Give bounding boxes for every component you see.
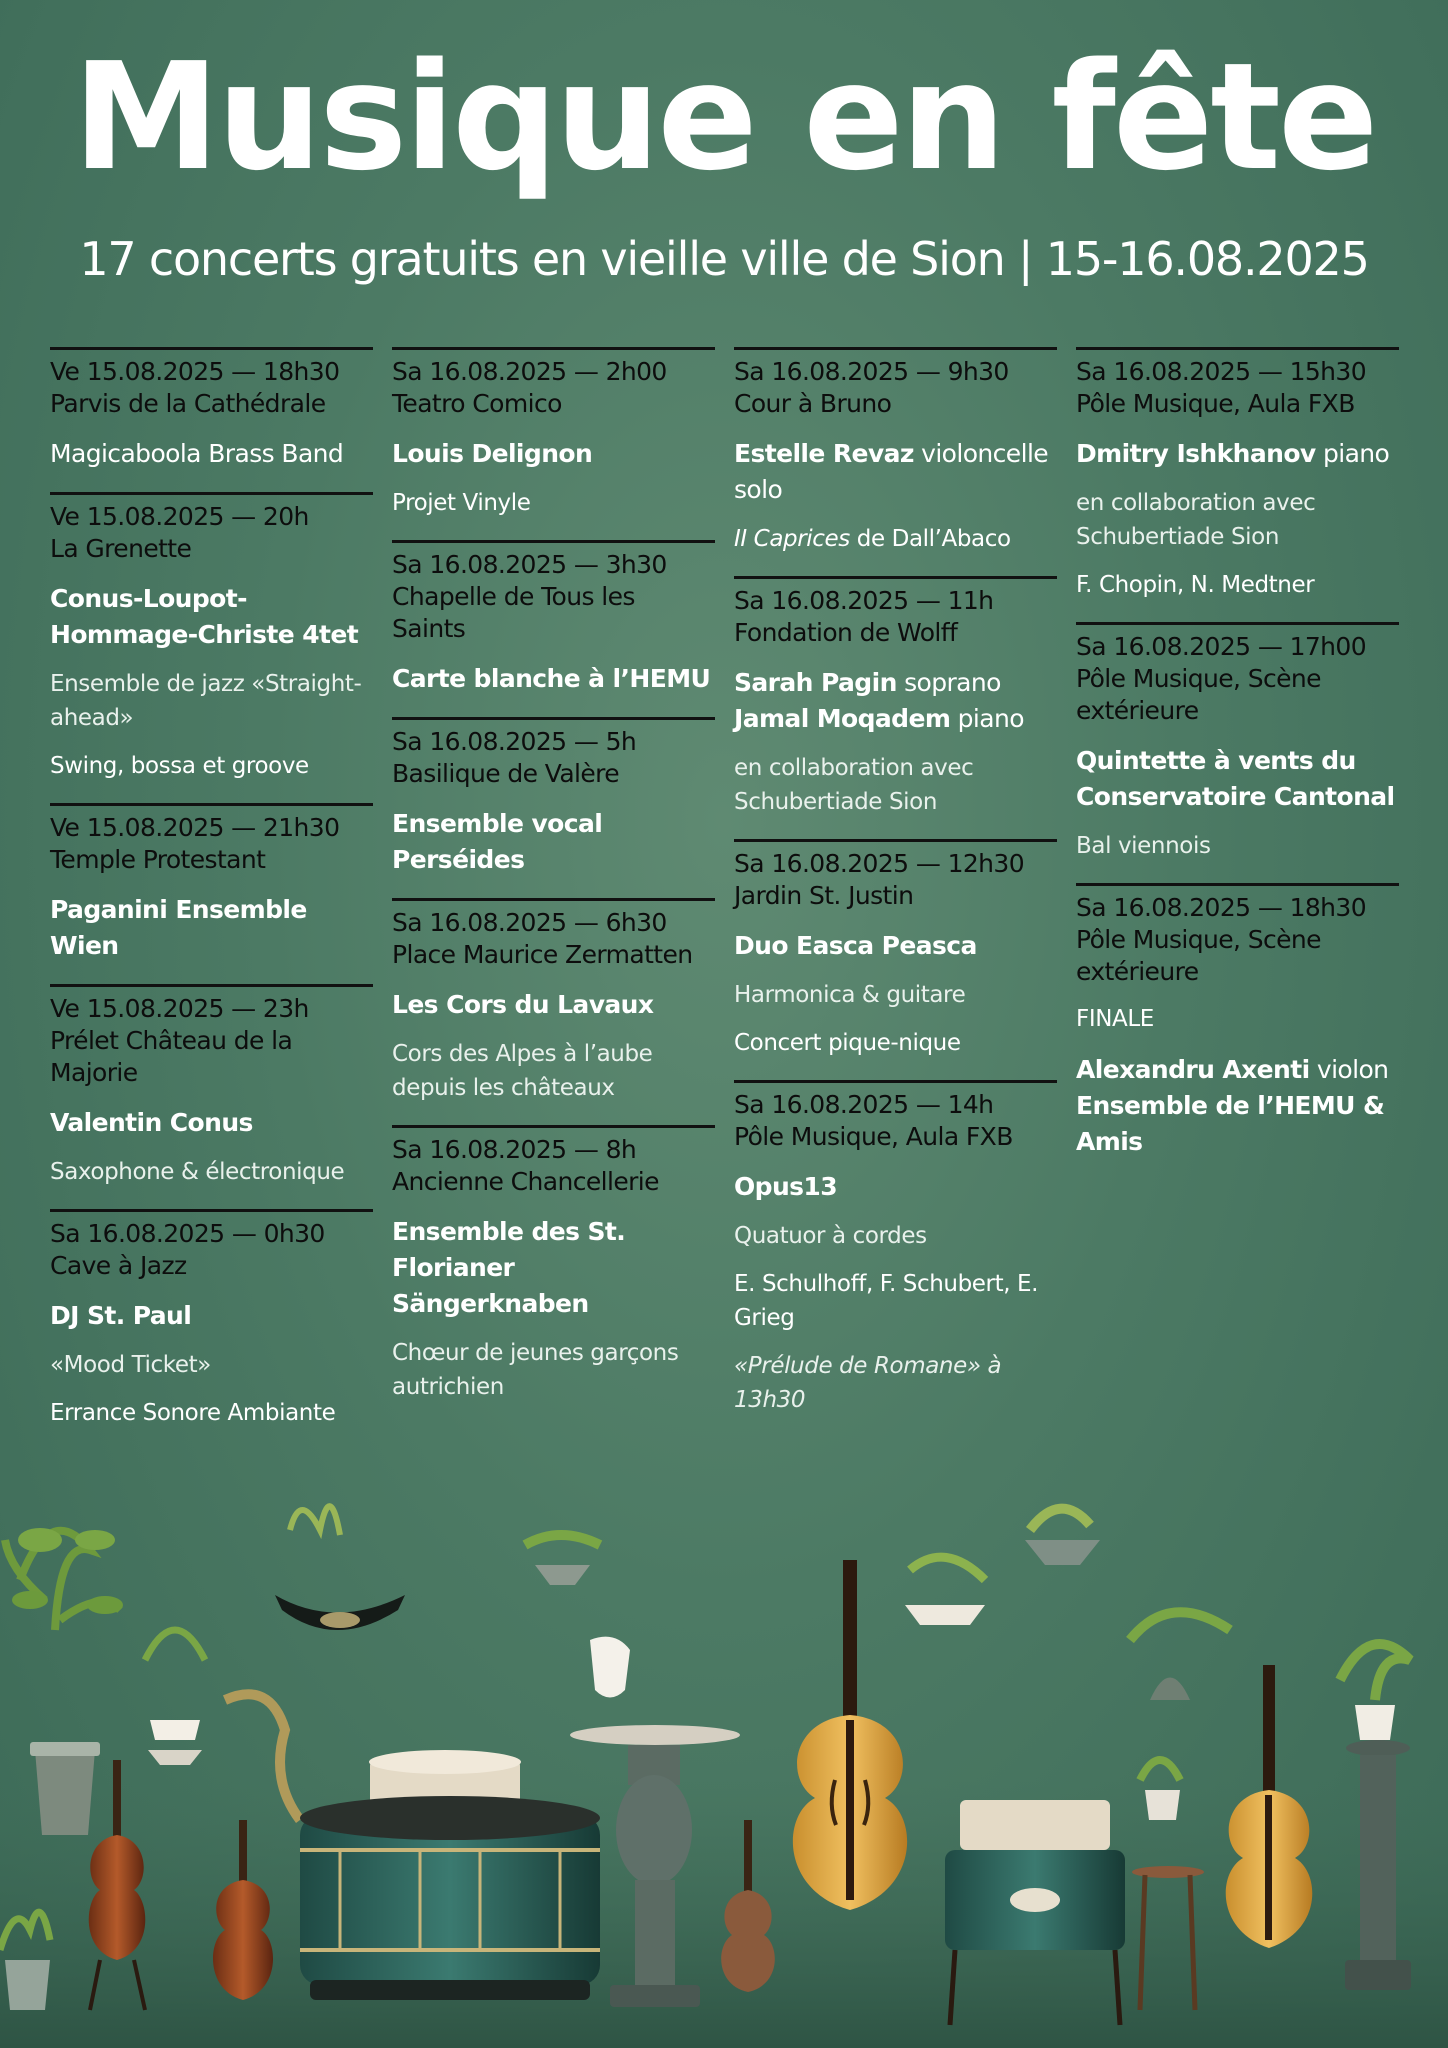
concert-performer: Les Cors du Lavaux bbox=[392, 990, 654, 1019]
concert-note: Errance Sonore Ambiante bbox=[50, 1400, 336, 1426]
concert-performer: Opus13 bbox=[734, 1172, 838, 1201]
concert-entry bbox=[392, 540, 715, 697]
concert-note: «Mood Ticket» bbox=[50, 1352, 211, 1378]
concert-datetime: Sa 16.08.2025 — 3h30 bbox=[392, 550, 667, 579]
concert-entry bbox=[392, 898, 715, 1105]
concert-datetime: Sa 16.08.2025 — 0h30 bbox=[50, 1219, 325, 1248]
concert-venue: Temple Protestant bbox=[50, 845, 266, 874]
violin-icon bbox=[1226, 1665, 1313, 1948]
concert-entry bbox=[50, 347, 373, 472]
concert-datetime: Sa 16.08.2025 — 12h30 bbox=[734, 849, 1025, 878]
concert-venue: Place Maurice Zermatten bbox=[392, 940, 693, 969]
concert-entry bbox=[50, 1209, 373, 1430]
concert-datetime: Ve 15.08.2025 — 20h bbox=[50, 502, 309, 531]
concert-performer bbox=[734, 665, 1057, 701]
finale-label: FINALE bbox=[1076, 1006, 1154, 1032]
concert-performer bbox=[1076, 1088, 1399, 1160]
concert-note: «Prélude de Romane» à 13h30 bbox=[734, 1353, 1002, 1413]
concert-datetime: Sa 16.08.2025 — 11h bbox=[734, 586, 994, 615]
concert-performer: Valentin Conus bbox=[50, 1108, 253, 1137]
concert-performer: Conus-Loupot-Hommage-Christe 4tet bbox=[50, 584, 359, 649]
concert-venue: Teatro Comico bbox=[392, 389, 562, 418]
concert-entry bbox=[50, 803, 373, 964]
performer-name: Ensemble de l’HEMU & Amis bbox=[1076, 1091, 1385, 1156]
concert-datetime: Sa 16.08.2025 — 5h bbox=[392, 727, 637, 756]
poster-subtitle: 17 concerts gratuits en vieille ville de Sion | 15-16.08.2025 bbox=[79, 232, 1369, 286]
concert-performer: Paganini Ensemble Wien bbox=[50, 895, 307, 960]
concert-venue: Cave à Jazz bbox=[50, 1251, 187, 1280]
performer-role: piano bbox=[1315, 439, 1390, 468]
concert-venue: Cour à Bruno bbox=[734, 389, 892, 418]
concert-datetime: Ve 15.08.2025 — 23h bbox=[50, 994, 309, 1023]
concert-venue: Chapelle de Tous les Saints bbox=[392, 582, 635, 643]
concert-entry bbox=[734, 839, 1057, 1060]
concert-note: Projet Vinyle bbox=[392, 490, 531, 516]
performer-role: violon bbox=[1309, 1055, 1389, 1084]
concert-note: Cors des Alpes à l’aube depuis les châteaux bbox=[392, 1041, 653, 1101]
concert-performer: Ensemble vocal Perséides bbox=[392, 809, 603, 874]
concert-venue: Prélet Château de la Majorie bbox=[50, 1026, 293, 1087]
performer-role: piano bbox=[950, 704, 1024, 733]
performer-role: soprano bbox=[896, 668, 1001, 697]
concert-performer: Magicaboola Brass Band bbox=[50, 439, 344, 468]
concert-performer: Carte blanche à l’HEMU bbox=[392, 664, 711, 693]
schedule-column-1 bbox=[50, 347, 373, 1450]
concert-venue: Pôle Musique, Aula FXB bbox=[1076, 389, 1355, 418]
performer-name: Dmitry Ishkhanov bbox=[1076, 439, 1316, 468]
concert-entry bbox=[734, 576, 1057, 819]
concert-datetime: Ve 15.08.2025 — 21h30 bbox=[50, 813, 340, 842]
concert-performer bbox=[1076, 1052, 1399, 1088]
concert-entry bbox=[50, 492, 373, 783]
schedule-column-3 bbox=[734, 347, 1057, 1437]
concert-datetime: Ve 15.08.2025 — 18h30 bbox=[50, 357, 340, 386]
repertoire-composer: de Dall’Abaco bbox=[849, 526, 1011, 552]
concert-venue: La Grenette bbox=[50, 534, 192, 563]
concert-note: en collaboration avec Schubertiade Sion bbox=[1076, 490, 1316, 550]
concert-venue: Pôle Musique, Scène extérieure bbox=[1076, 925, 1321, 986]
instrument-still-life bbox=[0, 1480, 1448, 2048]
concert-entry bbox=[392, 1125, 715, 1404]
concert-datetime: Sa 16.08.2025 — 18h30 bbox=[1076, 893, 1367, 922]
concert-entry bbox=[392, 347, 715, 520]
concert-performer: Louis Delignon bbox=[392, 439, 593, 468]
concert-datetime: Sa 16.08.2025 — 14h bbox=[734, 1090, 994, 1119]
concert-performer bbox=[1076, 436, 1399, 472]
concert-datetime: Sa 16.08.2025 — 17h00 bbox=[1076, 632, 1367, 661]
performer-role: violoncelle solo bbox=[734, 439, 1049, 504]
violin-icon bbox=[793, 1560, 907, 1910]
concert-note: Bal viennois bbox=[1076, 833, 1211, 859]
concert-entry bbox=[734, 1080, 1057, 1417]
concert-note: Ensemble de jazz «Straight-ahead» bbox=[50, 671, 362, 731]
concert-venue: Basilique de Valère bbox=[392, 759, 620, 788]
concert-datetime: Sa 16.08.2025 — 15h30 bbox=[1076, 357, 1367, 386]
concert-note bbox=[734, 522, 1057, 556]
concert-performer: Duo Easca Peasca bbox=[734, 931, 977, 960]
performer-name: Sarah Pagin bbox=[734, 668, 897, 697]
concert-datetime: Sa 16.08.2025 — 6h30 bbox=[392, 908, 667, 937]
concert-venue: Pôle Musique, Aula FXB bbox=[734, 1122, 1013, 1151]
poster-title: Musique en fête bbox=[72, 31, 1376, 203]
concert-venue: Ancienne Chancellerie bbox=[392, 1167, 659, 1196]
concert-note: Swing, bossa et groove bbox=[50, 753, 309, 779]
concert-performer: Quintette à vents du Conservatoire Cantonal bbox=[1076, 746, 1395, 811]
concert-note: Saxophone & électronique bbox=[50, 1159, 345, 1185]
concert-performer bbox=[734, 701, 1057, 737]
concert-note: Harmonica & guitare bbox=[734, 982, 966, 1008]
concert-datetime: Sa 16.08.2025 — 8h bbox=[392, 1135, 637, 1164]
repertoire-title: II Caprices bbox=[734, 526, 850, 552]
concert-entry bbox=[50, 984, 373, 1189]
concert-datetime: Sa 16.08.2025 — 2h00 bbox=[392, 357, 667, 386]
concert-note: E. Schulhoff, F. Schubert, E. Grieg bbox=[734, 1271, 1039, 1331]
concert-venue: Pôle Musique, Scène extérieure bbox=[1076, 664, 1321, 725]
concert-venue: Fondation de Wolff bbox=[734, 618, 958, 647]
performer-name: Jamal Moqadem bbox=[734, 704, 951, 733]
concert-entry bbox=[734, 347, 1057, 556]
concert-datetime: Sa 16.08.2025 — 9h30 bbox=[734, 357, 1009, 386]
concert-performer bbox=[734, 436, 1057, 508]
concert-performer: Ensemble des St. Florianer Sängerknaben bbox=[392, 1217, 626, 1318]
schedule-column-4 bbox=[1076, 347, 1399, 1180]
concert-venue: Jardin St. Justin bbox=[734, 881, 914, 910]
performer-name: Alexandru Axenti bbox=[1076, 1055, 1310, 1084]
performer-name: Estelle Revaz bbox=[734, 439, 914, 468]
concert-note: en collaboration avec Schubertiade Sion bbox=[734, 755, 974, 815]
concert-note: Chœur de jeunes garçons autrichien bbox=[392, 1340, 679, 1400]
schedule-column-2 bbox=[392, 347, 715, 1424]
concert-note: Quatuor à cordes bbox=[734, 1223, 927, 1249]
concert-note: F. Chopin, N. Medtner bbox=[1076, 572, 1315, 598]
concert-venue: Parvis de la Cathédrale bbox=[50, 389, 326, 418]
concert-entry bbox=[1076, 622, 1399, 863]
concert-performer: DJ St. Paul bbox=[50, 1301, 192, 1330]
concert-entry bbox=[1076, 347, 1399, 602]
concert-entry bbox=[392, 717, 715, 878]
concert-entry bbox=[1076, 883, 1399, 1160]
concert-note: Concert pique-nique bbox=[734, 1030, 961, 1056]
